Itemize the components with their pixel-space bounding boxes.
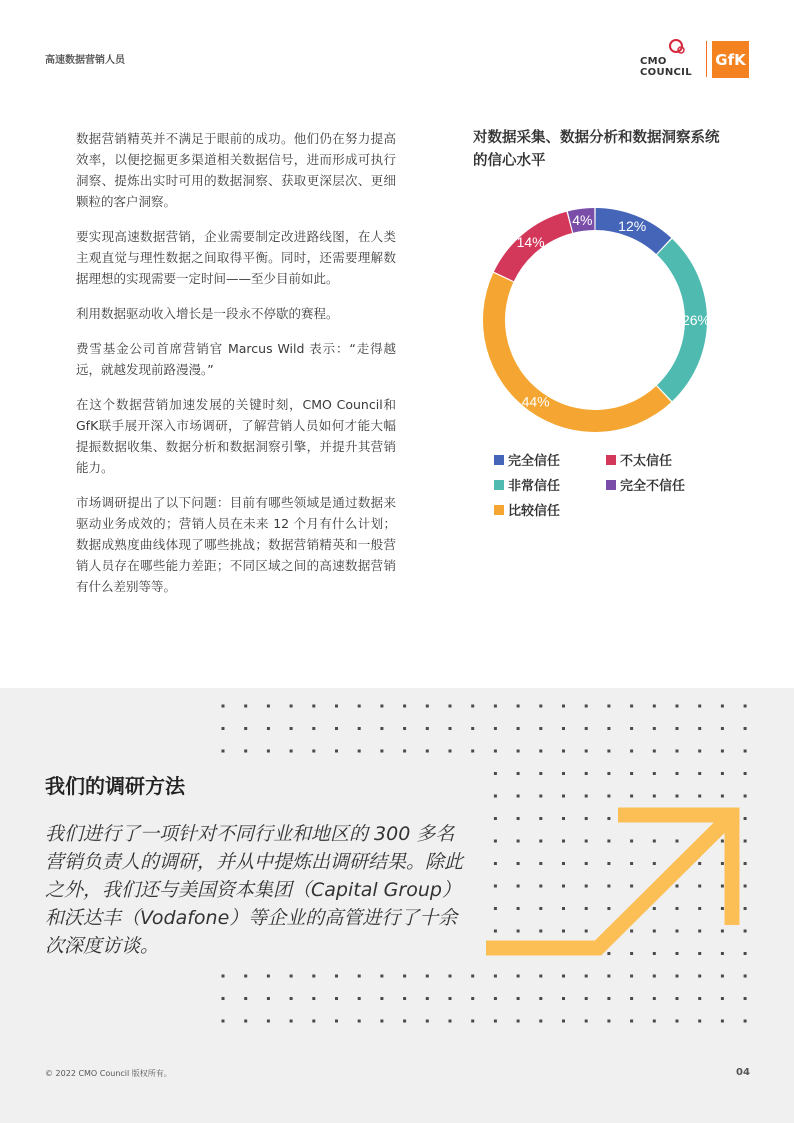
decor-dot [585, 727, 588, 730]
decor-dot [244, 750, 247, 753]
decor-dot [607, 750, 610, 753]
arrow-up-right-icon [480, 805, 742, 960]
decor-dot [222, 997, 225, 1000]
decor-dot [358, 750, 361, 753]
decor-dot [539, 1020, 542, 1023]
decor-dot [744, 1020, 747, 1023]
decor-dot [698, 750, 701, 753]
decor-dot [380, 997, 383, 1000]
decor-dot [744, 997, 747, 1000]
decor-dot [426, 727, 429, 730]
decor-dot [517, 1020, 520, 1023]
cmo-council-logo: CMO COUNCIL [640, 56, 692, 78]
decor-dot [267, 997, 270, 1000]
slice-label: 44% [521, 393, 550, 410]
decor-dot [539, 705, 542, 708]
decor-dot [744, 885, 747, 888]
decor-dot [653, 997, 656, 1000]
decor-dot [630, 750, 633, 753]
decor-dot [494, 750, 497, 753]
decor-dot [653, 772, 656, 775]
decor-dot [744, 862, 747, 865]
decor-dot [380, 705, 383, 708]
decor-dot [267, 727, 270, 730]
decor-dot [585, 705, 588, 708]
slice-label: 4% [572, 211, 593, 228]
decor-dot [607, 1020, 610, 1023]
decor-dot [312, 705, 315, 708]
decor-dot [222, 1020, 225, 1023]
decor-dot [698, 772, 701, 775]
decor-dot [358, 975, 361, 978]
decor-dot [698, 997, 701, 1000]
methodology-heading: 我们的调研方法 [45, 774, 185, 798]
decor-dot [358, 997, 361, 1000]
decor-dot [471, 750, 474, 753]
decor-dot [721, 705, 724, 708]
decor-dot [630, 727, 633, 730]
decor-dot [744, 975, 747, 978]
decor-dot [562, 1020, 565, 1023]
paragraph: 利用数据驱动收入增长是一段永不停歇的赛程。 [76, 306, 339, 321]
decor-dot [585, 1020, 588, 1023]
decor-dot [653, 727, 656, 730]
paragraph: 数据营销精英并不满足于眼前的成功。他们仍在努力提高效率，以便挖掘更多渠道相关数据信号，进而形成可执行洞察、提炼出实时可用的数据洞察、获取更深层次、更细颗粒的客户洞察。 [76, 131, 396, 209]
decor-dot [403, 975, 406, 978]
slice-label: 26% [681, 312, 711, 328]
decor-dot [380, 1020, 383, 1023]
paragraph: 在这个数据营销加速发展的关键时刻，CMO Council和GfK联手展开深入市场调研，了解营销人员如何才能大幅提振数据收集、数据分析和数据洞察引擎，并提升其营销能力。 [76, 397, 396, 475]
partner-logos [640, 38, 755, 82]
decor-dot [244, 705, 247, 708]
decor-dot [721, 975, 724, 978]
decor-dot [471, 997, 474, 1000]
decor-dot [630, 997, 633, 1000]
decor-dot [449, 750, 452, 753]
decor-dot [585, 795, 588, 798]
decor-dot [267, 1020, 270, 1023]
decor-dot [585, 975, 588, 978]
body-text-column [76, 128, 396, 611]
decor-dot [403, 727, 406, 730]
decor-dot [630, 772, 633, 775]
decor-dot [312, 750, 315, 753]
legend-item [494, 500, 560, 519]
decor-dot [585, 997, 588, 1000]
decor-dot [517, 997, 520, 1000]
decor-dot [744, 772, 747, 775]
decor-dot [222, 705, 225, 708]
decor-dot [676, 795, 679, 798]
decor-dot [244, 1020, 247, 1023]
decor-dot [721, 727, 724, 730]
decor-dot [244, 727, 247, 730]
decor-dot [426, 975, 429, 978]
slice-label: 12% [618, 218, 647, 235]
decor-dot [380, 750, 383, 753]
legend-label: 完全信任 [508, 454, 561, 469]
decor-dot [676, 975, 679, 978]
decor-dot [676, 997, 679, 1000]
decor-dot [358, 1020, 361, 1023]
legend-label: 比较信任 [508, 504, 561, 519]
decor-dot [630, 705, 633, 708]
decor-dot [562, 705, 565, 708]
decor-dot [358, 705, 361, 708]
decor-dot [630, 1020, 633, 1023]
decor-dot [653, 795, 656, 798]
decor-dot [222, 750, 225, 753]
decor-dot [698, 1020, 701, 1023]
decor-dot [744, 907, 747, 910]
decor-dot [539, 727, 542, 730]
decor-dot [403, 705, 406, 708]
decor-dot [653, 975, 656, 978]
decor-dot [380, 975, 383, 978]
decor-dot [630, 975, 633, 978]
decor-dot [426, 997, 429, 1000]
page-number: 04 [736, 1067, 750, 1078]
decor-dot [471, 727, 474, 730]
decor-dot [494, 997, 497, 1000]
decor-dot [244, 997, 247, 1000]
decor-dot [471, 1020, 474, 1023]
logo-divider [706, 41, 707, 77]
decor-dot [335, 975, 338, 978]
decor-dot [494, 975, 497, 978]
donut-slice [483, 273, 671, 432]
paragraph: 要实现高速数据营销，企业需要制定改进路线图，在人类主观直觉与理性数据之间取得平衡。同时，还需要理解数据理想的实现需要一定时间——至少目前如此。 [76, 229, 396, 286]
decor-dot [290, 750, 293, 753]
decor-dot [244, 975, 247, 978]
decor-dot [403, 1020, 406, 1023]
decor-dot [403, 997, 406, 1000]
decor-dot [335, 1020, 338, 1023]
decor-dot [653, 750, 656, 753]
decor-dot [517, 705, 520, 708]
decor-dot [449, 1020, 452, 1023]
decor-dot [449, 727, 452, 730]
decor-dot [290, 997, 293, 1000]
decor-dot [562, 750, 565, 753]
decor-dot [517, 750, 520, 753]
decor-dot [539, 795, 542, 798]
decor-dot [585, 772, 588, 775]
decor-dot [335, 727, 338, 730]
legend-swatch [606, 455, 616, 465]
slice-label: 14% [516, 234, 545, 251]
decor-dot [494, 727, 497, 730]
legend-label: 完全不信任 [620, 479, 686, 494]
legend-item [494, 475, 560, 494]
decor-dot [721, 750, 724, 753]
decor-dot [335, 997, 338, 1000]
decor-dot [358, 727, 361, 730]
decor-dot [426, 705, 429, 708]
decor-dot [607, 705, 610, 708]
decor-dot [698, 705, 701, 708]
decor-dot [676, 750, 679, 753]
chart-title: 对数据采集、数据分析和数据洞察系统的信心水平 [473, 130, 720, 169]
paragraph: 费雪基金公司首席营销官 Marcus Wild 表示：“走得越远，就越发现前路漫漫。” [76, 341, 396, 377]
decor-dot [517, 795, 520, 798]
decor-dot [607, 997, 610, 1000]
decor-dot [290, 727, 293, 730]
decor-dot [744, 705, 747, 708]
decor-dot [222, 727, 225, 730]
legend-label: 非常信任 [508, 479, 561, 494]
legend-item [494, 450, 560, 469]
decor-dot [676, 772, 679, 775]
decor-dot [426, 1020, 429, 1023]
decor-dot [744, 840, 747, 843]
decor-dot [607, 795, 610, 798]
decor-dot [607, 772, 610, 775]
decor-dot [653, 1020, 656, 1023]
decor-dot [449, 705, 452, 708]
decor-dot [380, 727, 383, 730]
legend-swatch [494, 480, 504, 490]
decor-dot [698, 727, 701, 730]
decor-dot [562, 727, 565, 730]
decor-dot [403, 750, 406, 753]
decor-dot [312, 997, 315, 1000]
decor-dot [517, 772, 520, 775]
decor-dot [562, 795, 565, 798]
decor-dot [744, 817, 747, 820]
decor-dot [721, 772, 724, 775]
decor-dot [471, 705, 474, 708]
decor-dot [335, 750, 338, 753]
decor-dot [721, 997, 724, 1000]
decor-dot [494, 772, 497, 775]
cmo-council-mark-icon [648, 38, 688, 58]
decor-dot [290, 975, 293, 978]
decor-dot [744, 930, 747, 933]
decor-dot [517, 727, 520, 730]
decor-dot [335, 705, 338, 708]
decor-dot [539, 750, 542, 753]
decor-dot [449, 997, 452, 1000]
decor-dot [494, 795, 497, 798]
decor-dot [698, 975, 701, 978]
decor-dot [312, 727, 315, 730]
copyright-notice: © 2022 CMO Council 版权所有。 [45, 1069, 172, 1078]
decor-dot [312, 975, 315, 978]
decor-dot [222, 975, 225, 978]
legend-item [606, 450, 672, 469]
decor-dot [698, 795, 701, 798]
decor-dot [449, 975, 452, 978]
decor-dot [312, 1020, 315, 1023]
decor-dot [267, 975, 270, 978]
decor-dot [517, 975, 520, 978]
decor-dot [562, 772, 565, 775]
decor-dot [290, 1020, 293, 1023]
decor-dot [721, 795, 724, 798]
decor-dot [539, 997, 542, 1000]
legend-swatch [494, 455, 504, 465]
decor-dot [676, 727, 679, 730]
decor-dot [539, 975, 542, 978]
decor-dot [562, 997, 565, 1000]
running-header: 高速数据营销人员 [45, 55, 125, 66]
decor-dot [653, 705, 656, 708]
decor-dot [721, 1020, 724, 1023]
methodology-body: 我们进行了一项针对不同行业和地区的 300 多名营销负责人的调研，并从中提炼出调研结果。除此之外，我们还与美国资本集团（Capital Group）和沃达丰（Vodafone）等企业的高管进行了十余次深度访谈。 [45, 823, 464, 957]
decor-dot [267, 750, 270, 753]
decor-dot [676, 705, 679, 708]
confidence-donut-chart [478, 203, 712, 437]
decor-dot [290, 705, 293, 708]
decor-dot [562, 975, 565, 978]
legend-swatch [494, 505, 504, 515]
gfk-logo: GfK [712, 41, 749, 78]
decor-dot [744, 952, 747, 955]
decor-dot [494, 1020, 497, 1023]
legend-item [606, 475, 685, 494]
decor-dot [744, 795, 747, 798]
decor-dot [494, 705, 497, 708]
decor-dot [267, 705, 270, 708]
paragraph: 市场调研提出了以下问题：目前有哪些领域是通过数据来驱动业务成效的；营销人员在未来 12 个月有什么计划；数据成熟度曲线体现了哪些挑战；数据营销精英和一般营销人员存在哪些能力差距；不同区域之间的高速数据营销有什么差别等等。 [76, 495, 396, 594]
decor-dot [585, 750, 588, 753]
decor-dot [676, 1020, 679, 1023]
decor-dot [607, 975, 610, 978]
decor-dot [630, 795, 633, 798]
legend-label: 不太信任 [620, 454, 673, 469]
decor-dot [744, 727, 747, 730]
decor-dot [744, 750, 747, 753]
decor-dot [539, 772, 542, 775]
decor-dot [426, 750, 429, 753]
decor-dot [607, 727, 610, 730]
legend-swatch [606, 480, 616, 490]
decor-dot [471, 975, 474, 978]
